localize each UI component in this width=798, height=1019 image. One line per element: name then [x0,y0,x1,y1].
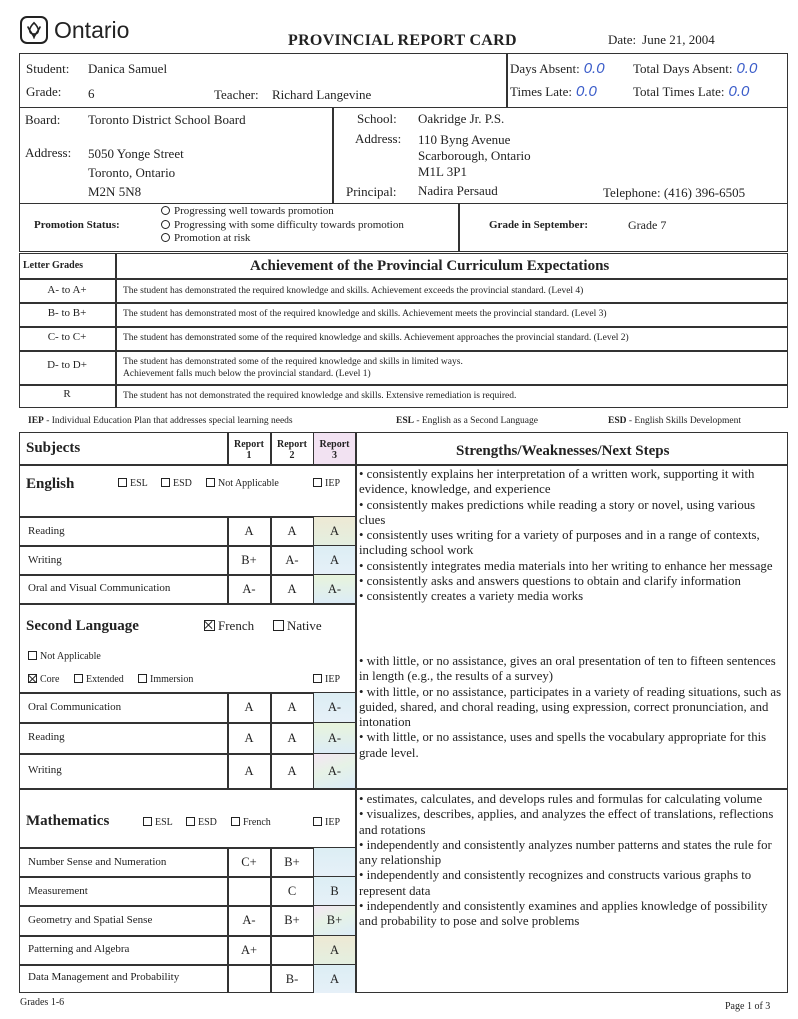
math-number-sense-label: Number Sense and Numeration [28,856,167,868]
logo-text: Ontario [54,16,130,43]
second-language-not-applicable-checkbox[interactable]: Not Applicable [28,651,101,662]
math-iep-checkbox[interactable]: IEP [313,817,340,828]
checkbox-icon [143,817,152,826]
math-data-management-r1 [228,965,270,993]
legend-desc-b: The student has demonstrated most of the required knowledge and skills. Achievement meets the provincial standard. (Level 3) [123,309,607,319]
principal-name: Nadira Persaud [418,183,498,198]
trillium-icon [20,16,48,44]
grade-value: 6 [88,86,95,101]
ontario-logo [20,16,129,44]
legend-desc-c: The student has demonstrated some of the required knowledge and skills. Achievement approaches the provincial standard. (Level 2) [123,333,629,343]
legend-grade-r: R [63,388,71,400]
school-address-label: Address: [355,131,402,146]
english-reading-r2: A [287,523,297,538]
principal-label: Principal: [346,184,397,199]
math-data-management-r2: B- [285,971,299,986]
legend-desc-a: The student has demonstrated the required knowledge and skills. Achievement exceeds the provincial standard. (Level 4) [123,286,584,296]
math-esd-checkbox[interactable]: ESD [186,817,217,828]
english-oral-visual-r2: A [287,581,297,596]
legend-grade-b: B- to B+ [47,307,87,319]
checkbox-icon [161,478,170,487]
math-patterning-r3: A [314,936,355,964]
letter-grades-header: Letter Grades [23,260,84,271]
core-checkbox[interactable]: Core [28,674,59,685]
legend-desc-r: The student has not demonstrated the required knowledge and skills. Extensive remediation is required. [123,391,517,401]
math-data-management-label: Data Management and Probability [28,971,180,983]
date-label: Date: [608,32,637,47]
checkbox-icon [186,817,195,826]
subjects-header: Subjects [26,440,81,456]
promotion-option-at-risk[interactable]: Promotion at risk [161,232,404,246]
native-checkbox[interactable]: Native [273,618,322,634]
sl-reading-label: Reading [28,731,65,743]
checkbox-icon [231,817,240,826]
legend-grade-a: A- to A+ [47,284,87,296]
school-address-line3: M1L 3P1 [418,164,467,179]
radio-icon [161,220,170,229]
english-reading-r1: A [244,523,254,538]
total-days-absent [633,60,757,77]
math-number-sense-r3 [314,848,355,876]
report2-header: Report 2 [277,439,307,461]
english-comments: • consistently explains her interpretation of a written work, supporting it with evidence, knowledge, and experience • consistently makes predictions while reading a story or novel, using various clues • consistently uses writing for a variety of purposes and in a range of contexts, including school work • consistently integrates media materials into her writing to enhance her message • consistently asks and answers questions to obtain and clarify information • consistently creates a variety media works [359,467,773,604]
sl-reading-r2: A [287,730,297,745]
french-checkbox[interactable]: French [204,618,254,634]
english-iep-checkbox[interactable]: IEP [313,478,340,489]
total-days-absent-label: Total Days Absent: [633,61,733,76]
school-address-line2: Scarborough, Ontario [418,148,531,163]
total-days-absent-value: 0.0 [736,60,758,77]
esd-definition: ESD - English Skills Development [608,416,742,426]
immersion-checkbox[interactable]: Immersion [138,674,193,685]
math-measurement-r1 [228,877,270,905]
sl-oral-communication-r3: A- [314,693,355,722]
math-patterning-label: Patterning and Algebra [28,943,130,955]
math-patterning-r1: A+ [240,942,258,957]
page-number: Page 1 of 3 [725,1001,771,1012]
checkbox-icon [313,817,322,826]
promotion-option-well[interactable]: Progressing well towards promotion [161,205,404,219]
page-title: PROVINCIAL REPORT CARD [288,32,517,49]
second-language-comments: • with little, or no assistance, gives an oral presentation of ten to fifteen sentences in length (e.g., the results of a survey) • with little, or no assistance, participates in a variety of reading situations, such as guided, shared, and choral reading, using expression, correct pronunciation, and intonation • with little, or no assistance, uses and spells the vocabulary appropriate for this grade level. [359,654,782,760]
times-late-label: Times Late: [510,84,572,99]
math-number-sense-r2: B+ [284,854,300,869]
english-writing-r2: A- [285,552,299,567]
days-absent-value: 0.0 [583,60,605,77]
board-address-line2: Toronto, Ontario [88,165,176,180]
english-oral-visual-label: Oral and Visual Communication [28,582,171,594]
math-measurement-r2: C [287,883,297,898]
math-data-management-r3: A [314,965,355,993]
sl-reading-r3: A- [314,723,355,753]
checked-checkbox-icon [204,620,215,631]
school-address-line1: 110 Byng Avenue [418,132,511,147]
legend-desc-d: The student has demonstrated some of the required knowledge and skills in limited ways. Achievement falls much below the provincial standard. (Level 1) [123,357,463,379]
date-value: June 21, 2004 [642,32,715,47]
report-date [608,32,715,48]
checkbox-icon [118,478,127,487]
promotion-option-difficulty[interactable]: Progressing with some difficulty towards promotion [161,219,404,233]
second-language-title: Second Language [26,618,139,634]
sl-writing-r2: A [287,763,297,778]
english-oral-visual-r1: A- [242,581,256,596]
math-number-sense-r1: C+ [241,854,257,869]
sl-writing-r3: A- [314,754,355,788]
sl-oral-communication-r1: A [244,700,254,714]
board-address-label: Address: [25,145,72,160]
math-geometry-label: Geometry and Spatial Sense [28,914,153,926]
sl-oral-communication-label: Oral Communication [28,701,122,713]
english-writing-r3: A [314,546,355,574]
mathematics-comments: • estimates, calculates, and develops rules and formulas for calculating volume • visualizes, describes, applies, and analyzes the effect of translations, reflections and rotations • independently and consistently analyzes number patterns and states the rule for any relationship • independently and consistently recognizes and constructs various graphs to represent data • independently and consistently examines and applies knowledge of possibility and probability to pose and solve problems [359,792,774,929]
mathematics-title: Mathematics [26,813,110,829]
telephone [603,185,745,201]
report1-header: Report 1 [234,439,264,461]
math-geometry-r1: A- [242,913,256,927]
extended-checkbox[interactable]: Extended [74,674,124,685]
english-writing-r1: B+ [241,552,257,567]
math-geometry-r3: B+ [314,906,355,935]
total-times-late [633,83,749,100]
second-language-iep-checkbox[interactable]: IEP [313,674,340,685]
board-label: Board: [25,112,61,127]
achievement-header: Achievement of the Provincial Curriculum Expectations [250,258,610,274]
board-address-line3: M2N 5N8 [88,184,142,199]
teacher-label: Teacher: [214,87,259,102]
english-not-applicable-checkbox[interactable]: Not Applicable [206,478,279,489]
grade-in-september-value: Grade 7 [628,218,667,232]
checked-checkbox-icon [28,674,37,683]
days-absent [510,60,605,77]
english-writing-label: Writing [28,554,62,566]
radio-icon [161,233,170,242]
legend-grade-d: D- to D+ [47,359,87,371]
total-times-late-label: Total Times Late: [633,84,725,99]
teacher-name: Richard Langevine [272,87,372,102]
total-times-late-value: 0.0 [728,83,750,100]
math-measurement-label: Measurement [28,885,88,897]
sl-writing-r1: A [244,763,254,778]
sl-oral-communication-r2: A [287,700,297,714]
checkbox-icon [206,478,215,487]
checkbox-icon [138,674,147,683]
english-esl-checkbox[interactable]: ESL [118,478,148,489]
math-patterning-r2 [271,936,313,964]
report3-header: Report 3 [319,439,350,461]
english-title: English [26,476,75,492]
checkbox-icon [273,620,284,631]
english-reading-label: Reading [28,525,65,537]
math-french-checkbox[interactable]: French [231,817,271,828]
checkbox-icon [313,674,322,683]
student-label: Student: [26,61,70,76]
promotion-status-label: Promotion Status: [34,219,120,231]
telephone-label: Telephone: [603,185,661,200]
math-measurement-r3: B [314,877,355,905]
radio-icon [161,206,170,215]
times-late [510,83,597,100]
board-address-line1: 5050 Yonge Street [88,146,184,161]
english-oral-visual-r3: A- [314,575,355,603]
school-label: School: [357,111,397,126]
checkbox-icon [28,651,37,660]
math-esl-checkbox[interactable]: ESL [143,817,173,828]
days-absent-label: Days Absent: [510,61,580,76]
english-reading-r3: A [314,517,355,545]
legend-grade-c: C- to C+ [47,331,87,343]
math-geometry-r2: B+ [284,913,300,927]
telephone-value: (416) 396-6505 [663,185,746,200]
times-late-value: 0.0 [576,83,597,100]
sl-writing-label: Writing [28,764,62,776]
iep-definition: IEP - Individual Education Plan that addresses special learning needs [28,416,293,426]
comments-header: Strengths/Weaknesses/Next Steps [456,443,670,459]
student-name: Danica Samuel [88,61,168,76]
grade-label: Grade: [26,84,62,99]
checkbox-icon [313,478,322,487]
english-esd-checkbox[interactable]: ESD [161,478,192,489]
sl-reading-r1: A [244,730,254,745]
footer-grades: Grades 1-6 [20,997,65,1008]
esl-definition: ESL - English as a Second Language [396,416,538,426]
grade-in-september-label: Grade in September: [489,219,588,231]
checkbox-icon [74,674,83,683]
promotion-options [161,205,404,246]
board-name: Toronto District School Board [88,112,246,127]
school-name: Oakridge Jr. P.S. [418,111,505,126]
